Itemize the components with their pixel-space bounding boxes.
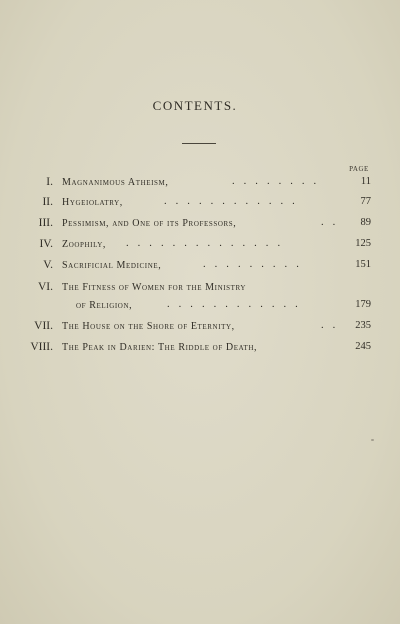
page-number: 245 [355, 341, 371, 352]
chapter-numeral: III. [38, 217, 53, 229]
page-number: 151 [355, 259, 371, 270]
page-number: 11 [360, 176, 371, 187]
dot-leaders: . . . . . . . . . . . . [164, 196, 298, 207]
dot-leaders: . . . . . . . . . . . . . . [126, 238, 284, 249]
chapter-numeral: IV. [39, 238, 53, 250]
chapter-numeral: VI. [37, 281, 53, 293]
chapter-title-continued: of Religion, [76, 300, 133, 311]
toc-entry [0, 176, 400, 192]
chapter-numeral: I. [46, 176, 53, 188]
page-number: 77 [360, 196, 371, 207]
toc-entry [0, 259, 400, 275]
page-column-label: PAGE [349, 165, 369, 173]
chapter-title: Magnanimous Atheism, [62, 177, 169, 188]
dot-leaders: . . . . . . . . [232, 176, 320, 187]
dot-leaders: . . . . . . . . . . . . [167, 299, 301, 310]
contents-heading: CONTENTS. [152, 98, 238, 113]
chapter-numeral: VIII. [30, 341, 53, 353]
toc-entry [0, 196, 400, 212]
page-number: 235 [355, 320, 371, 331]
chapter-numeral: V. [43, 259, 53, 271]
page-number: 179 [355, 299, 371, 310]
toc-entry [0, 217, 400, 233]
page-number: 125 [355, 238, 371, 249]
chapter-title: Pessimism, and One of its Professors, [62, 218, 237, 229]
toc-entry [0, 281, 400, 315]
dot-leaders: . . . . . . . . . [203, 259, 303, 270]
chapter-title: The Peak in Darien: The Riddle of Death, [62, 342, 258, 353]
chapter-title: Zoophily, [62, 239, 107, 250]
chapter-title: Sacrificial Medicine, [62, 260, 162, 271]
toc-entry [0, 341, 400, 357]
chapter-numeral: II. [42, 196, 53, 208]
chapter-title: The Fitness of Women for the Ministry [62, 282, 247, 293]
paper-speck [371, 439, 374, 441]
chapter-title: The House on the Shore of Eternity, [62, 321, 235, 332]
page-number: 89 [360, 217, 371, 228]
dot-leaders: . . [321, 320, 339, 331]
chapter-numeral: VII. [34, 320, 53, 332]
toc-entry [0, 320, 400, 336]
chapter-title: Hygeiolatry, [62, 197, 123, 208]
toc-entry [0, 238, 400, 254]
dot-leaders: . . [321, 217, 339, 228]
